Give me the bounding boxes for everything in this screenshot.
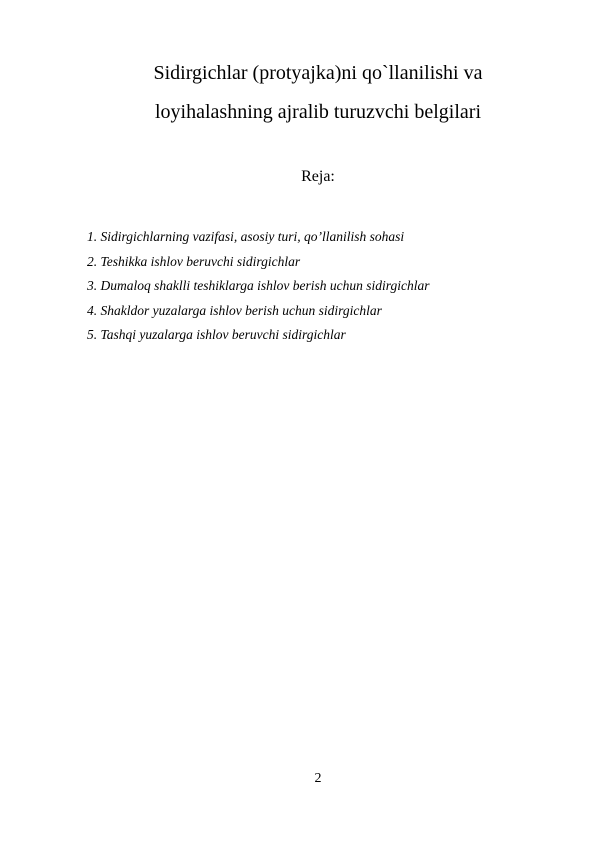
plan-item: 2. Teshikka ishlov beruvchi sidirgichlar (87, 253, 301, 269)
plan-item: 5. Tashqi yuzalarga ishlov beruvchi sidirgichlar (87, 327, 346, 342)
plan-item: 3. Dumaloq shaklli teshiklarga ishlov berish uchun sidirgichlar (87, 278, 430, 293)
page-number: 2 (314, 771, 322, 786)
document-title-line-1: Sidirgichlar (protyajka)ni qo`llanilishi va (153, 62, 483, 84)
document-title-line-2: loyihalashning ajralib turuzvchi belgilari (154, 101, 481, 123)
plan-item: 1. Sidirgichlarning vazifasi, asosiy turi, qo’llanilish sohasi (87, 229, 405, 244)
plan-heading: Reja: (301, 168, 335, 185)
plan-item: 4. Shakldor yuzalarga ishlov berish uchun sidirgichlar (87, 302, 382, 318)
plan-list (87, 225, 429, 348)
